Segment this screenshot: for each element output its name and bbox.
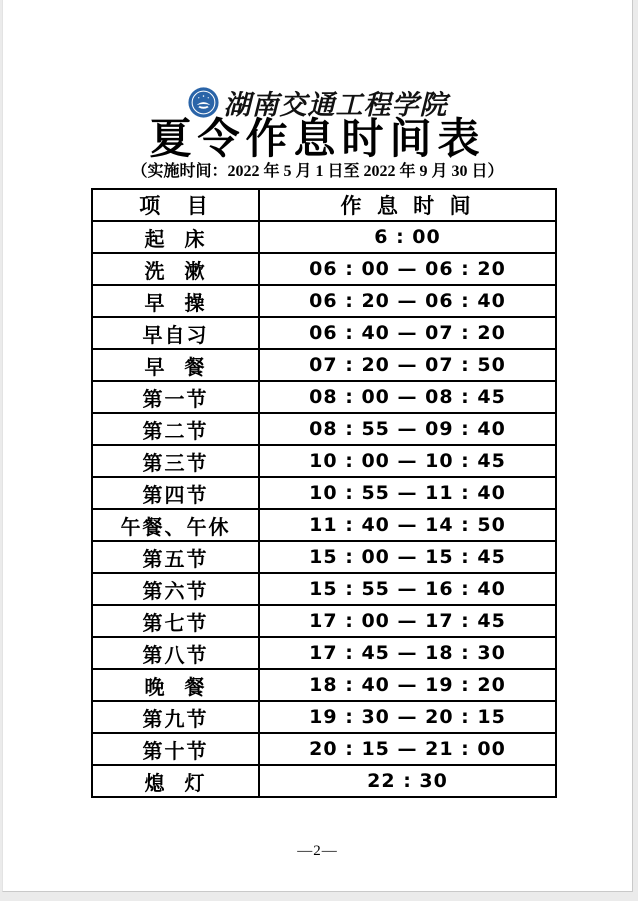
table-row <box>92 445 556 477</box>
time-cell: 15 : 55 — 16 : 40 <box>259 573 556 605</box>
item-cell: 早 餐 <box>92 349 259 381</box>
table-row <box>92 605 556 637</box>
table-row <box>92 317 556 349</box>
time-cell: 07 : 20 — 07 : 50 <box>259 349 556 381</box>
table-row <box>92 381 556 413</box>
time-cell: 08 : 00 — 08 : 45 <box>259 381 556 413</box>
table-row <box>92 637 556 669</box>
time-cell: 10 : 55 — 11 : 40 <box>259 477 556 509</box>
item-cell: 午餐、午休 <box>92 509 259 541</box>
item-cell: 第五节 <box>92 541 259 573</box>
table-row <box>92 669 556 701</box>
time-cell: 10 : 00 — 10 : 45 <box>259 445 556 477</box>
table-row <box>92 573 556 605</box>
item-cell: 第三节 <box>92 445 259 477</box>
item-cell: 早 操 <box>92 285 259 317</box>
time-cell: 17 : 00 — 17 : 45 <box>259 605 556 637</box>
schedule-table <box>91 188 557 798</box>
time-cell: 06 : 00 — 06 : 20 <box>259 253 556 285</box>
time-cell: 08 : 55 — 09 : 40 <box>259 413 556 445</box>
item-cell: 第七节 <box>92 605 259 637</box>
time-cell: 6 : 00 <box>259 221 556 253</box>
time-cell: 18 : 40 — 19 : 20 <box>259 669 556 701</box>
item-cell: 起 床 <box>92 221 259 253</box>
document-page <box>2 0 633 892</box>
table-row <box>92 349 556 381</box>
page-number: —2— <box>297 843 338 859</box>
item-cell: 第六节 <box>92 573 259 605</box>
table-row <box>92 477 556 509</box>
table-row <box>92 413 556 445</box>
table-row <box>92 221 556 253</box>
effective-dates-subtitle: （实施时间：2022 年 5 月 1 日至 2022 年 9 月 30 日） <box>131 163 504 180</box>
item-column-header: 项 目 <box>92 189 259 221</box>
table-row <box>92 509 556 541</box>
item-cell: 第十节 <box>92 733 259 765</box>
table-row <box>92 253 556 285</box>
time-cell: 06 : 20 — 06 : 40 <box>259 285 556 317</box>
time-cell: 19 : 30 — 20 : 15 <box>259 701 556 733</box>
time-cell: 17 : 45 — 18 : 30 <box>259 637 556 669</box>
time-cell: 06 : 40 — 07 : 20 <box>259 317 556 349</box>
table-row <box>92 541 556 573</box>
item-cell: 第二节 <box>92 413 259 445</box>
item-cell: 熄 灯 <box>92 765 259 797</box>
time-column-header: 作 息 时 间 <box>259 189 556 221</box>
item-cell: 第四节 <box>92 477 259 509</box>
table-header-row <box>92 189 556 221</box>
item-cell: 第九节 <box>92 701 259 733</box>
time-cell: 20 : 15 — 21 : 00 <box>259 733 556 765</box>
item-cell: 早自习 <box>92 317 259 349</box>
time-cell: 11 : 40 — 14 : 50 <box>259 509 556 541</box>
table-row <box>92 765 556 797</box>
item-cell: 第八节 <box>92 637 259 669</box>
time-cell: 15 : 00 — 15 : 45 <box>259 541 556 573</box>
page-title: 夏令作息时间表 <box>149 114 486 163</box>
item-cell: 第一节 <box>92 381 259 413</box>
item-cell: 洗 漱 <box>92 253 259 285</box>
table-row <box>92 733 556 765</box>
school-name: 湖南交通工程学院 <box>223 89 448 121</box>
item-cell: 晚 餐 <box>92 669 259 701</box>
table-row <box>92 701 556 733</box>
time-cell: 22 : 30 <box>259 765 556 797</box>
schedule-table-body <box>92 221 556 797</box>
table-row <box>92 285 556 317</box>
